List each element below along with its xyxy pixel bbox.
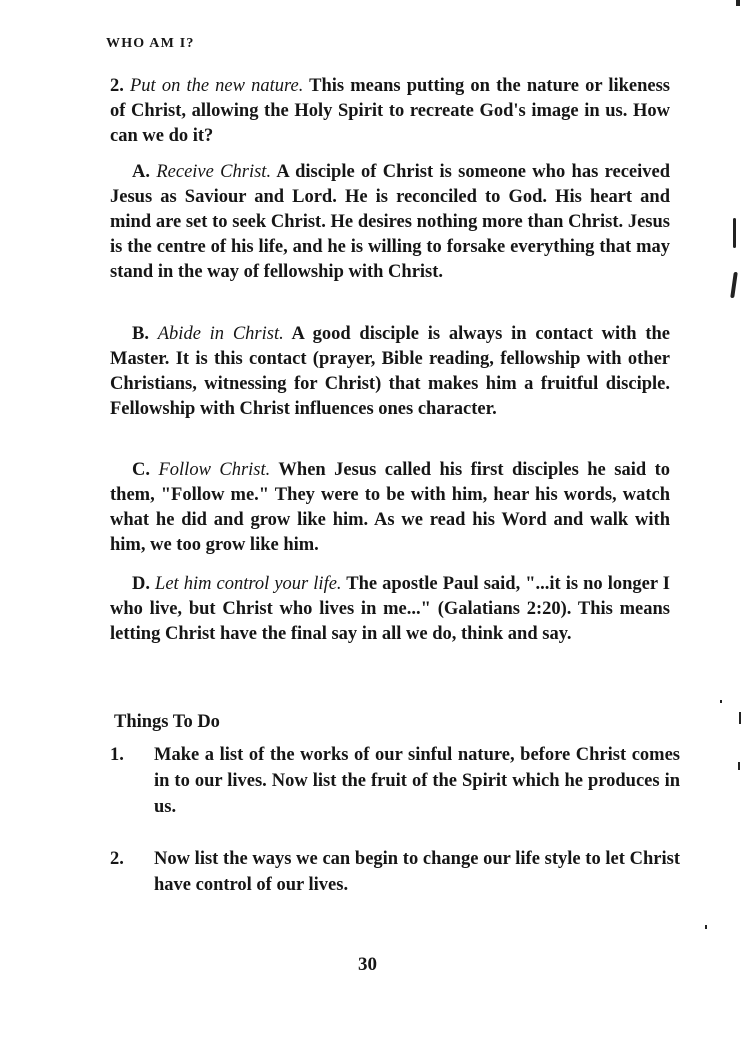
- todo-number: 2.: [110, 849, 124, 869]
- point-b-heading: Abide in Christ.: [157, 324, 284, 344]
- intro-number: 2.: [110, 76, 124, 96]
- point-d-text: The apostle Paul said, "...it is no longer I who live, but Christ who lives in me..." (Galatians 2:20). This means letting Christ have the final say in all we do, think and say.: [110, 574, 670, 644]
- point-a-heading: Receive Christ.: [156, 162, 272, 182]
- todo-text: Now list the ways we can begin to change our life style to let Christ have control of our lives.: [154, 849, 680, 895]
- point-b-letter: B.: [132, 324, 149, 344]
- point-d-letter: D.: [132, 574, 150, 594]
- point-a-text: A disciple of Christ is someone who has received Jesus as Saviour and Lord. He is reconciled to God. His heart and mind are set to seek Christ. He desires nothing more than Christ. Jesus is the centre of his life, and he is willing to forsake everything that may stand in the way of fellowship with Christ.: [110, 162, 671, 282]
- scan-mark: [720, 700, 722, 703]
- todo-item: [110, 742, 680, 820]
- point-c-text: When Jesus called his first disciples he said to them, "Follow me." They were to be with him, hear his words, watch what he did and grow like him. As we read his Word and walk with him, we too grow like him.: [110, 460, 671, 555]
- scan-mark: [730, 272, 738, 298]
- things-to-do-heading: Things To Do: [114, 712, 220, 732]
- point-d-heading: Let him control your life.: [155, 574, 342, 594]
- scan-mark: [736, 0, 740, 6]
- intro-heading: Put on the new nature.: [130, 76, 304, 96]
- point-c-letter: C.: [132, 460, 150, 480]
- point-b-text: A good disciple is always in contact with the Master. It is this contact (prayer, Bible reading, fellowship with other Christians, witnessing for Christ) that makes him a fruitful disciple. Fellowship with Christ influences ones character.: [110, 324, 671, 419]
- intro-text: This means putting on the nature or likeness of Christ, allowing the Holy Spirit to recreate God's image in us. How can we do it?: [110, 76, 670, 146]
- point-c-heading: Follow Christ.: [158, 460, 271, 480]
- point-a-paragraph: [110, 160, 670, 285]
- scan-mark: [705, 925, 707, 929]
- point-a-letter: A.: [132, 162, 150, 182]
- scan-mark: [733, 218, 736, 248]
- running-head: WHO AM I?: [106, 36, 195, 51]
- point-d-paragraph: [110, 572, 670, 647]
- scan-mark: [739, 712, 741, 724]
- point-c-paragraph: [110, 458, 670, 558]
- intro-paragraph: [110, 74, 670, 149]
- todo-text: Make a list of the works of our sinful nature, before Christ comes in to our lives. Now list the fruit of the Spirit which he produces in us.: [154, 745, 680, 817]
- point-b-paragraph: [110, 322, 670, 422]
- todo-item: [110, 846, 680, 898]
- page-number: 30: [358, 954, 377, 975]
- todo-number: 1.: [110, 745, 124, 765]
- scan-mark: [738, 762, 740, 770]
